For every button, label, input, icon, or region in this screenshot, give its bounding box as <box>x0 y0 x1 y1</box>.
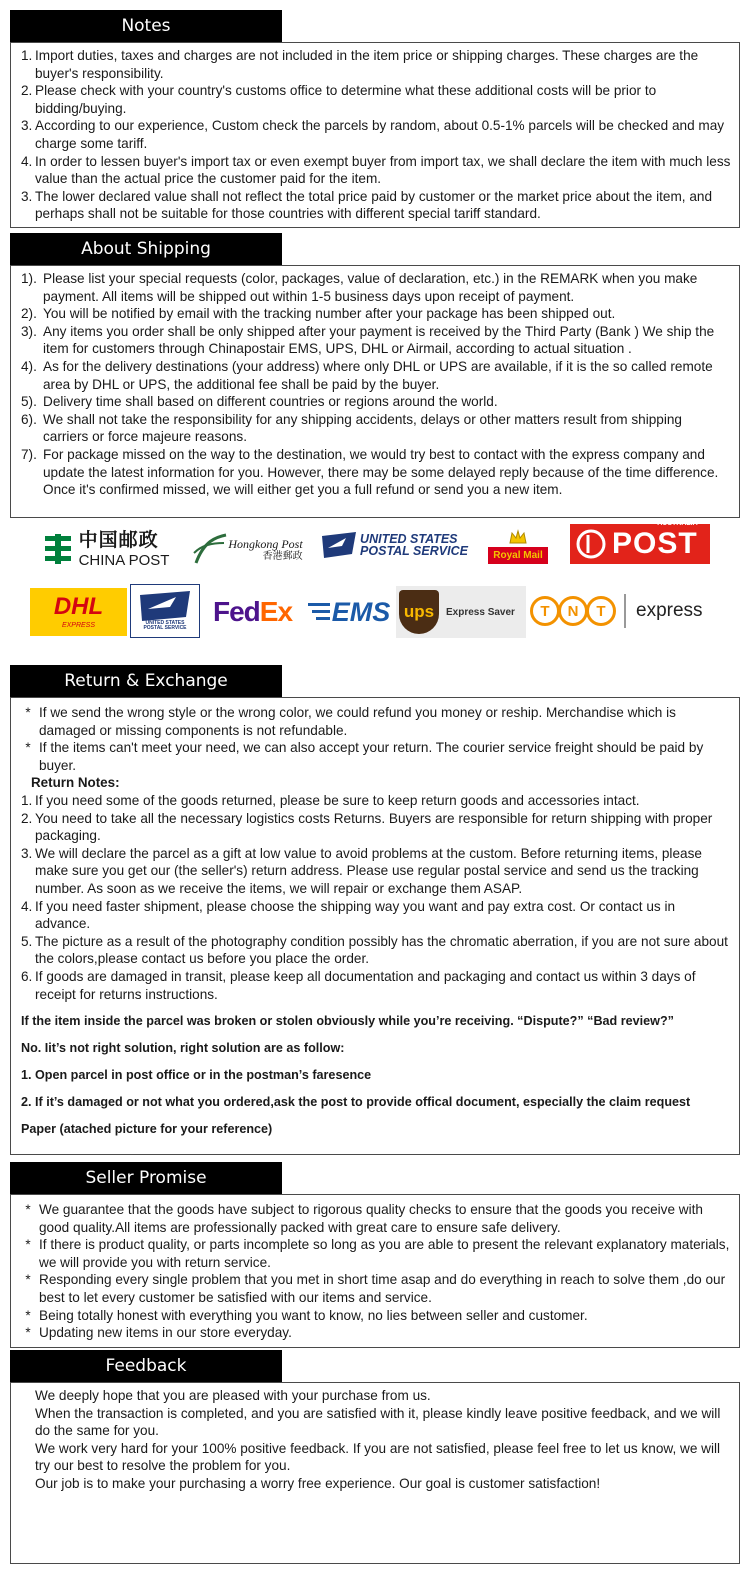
australia-post-p-icon <box>576 529 606 559</box>
returns-title: Return & Exchange <box>64 671 228 691</box>
shipping-header <box>10 233 282 265</box>
returns-note-text: The picture as a result of the photography condition possibly has the chromatic aberration, if you are not sure about the colors,please contact us before you place the order. <box>35 933 728 967</box>
notes-number: 1. <box>21 48 33 63</box>
promise-bullet <box>21 1271 731 1306</box>
returns-note-text: You need to take all the necessary logistics costs Returns. Buyers are responsible for return shipping with proper packaging. <box>35 810 713 844</box>
usps-small-eagle-icon <box>140 591 190 621</box>
promise-bullets <box>11 1195 739 1346</box>
returns-note-item <box>21 968 731 1003</box>
royal-mail-text: Royal Mail <box>488 547 547 564</box>
tnt-letter-circle: N <box>558 596 588 626</box>
tnt-letter-circle: T <box>586 596 616 626</box>
asterisk-icon: * <box>25 705 31 720</box>
shipping-number: 6). <box>21 411 37 427</box>
shipping-text: Delivery time shall based on different countries or regions around the world. <box>43 394 498 410</box>
promise-bullet-text: We guarantee that the goods have subject to rigorous quality checks to ensure that the goods you receive with good quality.All items are professionally packed with great care to ensure safe delivery. <box>39 1202 703 1235</box>
feedback-header <box>10 1350 282 1382</box>
feedback-line: Our job is to make your purchasing a worry free experience. Our goal is customer satisfaction! <box>35 1475 601 1491</box>
returns-note-number: 1. <box>21 792 33 808</box>
dhl-express-text: EXPRESS <box>61 622 96 629</box>
promise-bullet <box>21 1324 731 1342</box>
tnt-express-text: express <box>636 600 703 621</box>
ups-logo <box>396 586 526 638</box>
feedback-title: Feedback <box>105 1356 187 1376</box>
fedex-ex: Ex <box>259 596 293 627</box>
fedex-logo <box>205 592 300 632</box>
feedback-line: When the transaction is completed, and you are satisfied with it, please kindly leave positive feedback, and we will do the same for you. <box>35 1405 721 1439</box>
notes-text: Please check with your country's customs office to determine what these additional costs will be prior to bidding/buying. <box>35 83 657 116</box>
shipping-text: As for the delivery destinations (your address) where only DHL or UPS are available, if it is the so called remote area by DHL or UPS, the additional fee shall be paid by the buyer. <box>43 358 713 392</box>
shipping-number: 4). <box>21 358 37 374</box>
returns-note-text: We will declare the parcel as a gift at low value to avoid problems at the custom. Before returning items, please make sure you get our (the seller's) return address. Please use regular postal service and send us the tracking number. As soon as we receive the items, we will repair or exchange them ASAP. <box>35 845 702 896</box>
returns-note-text: If you need faster shipment, please choose the shipping way you want and pay extra cost. Or contact us in advance. <box>35 898 676 932</box>
notes-number: 3. <box>21 118 33 134</box>
shipping-item <box>21 305 731 323</box>
notes-item <box>21 117 731 152</box>
china-post-en: CHINA POST <box>78 551 170 569</box>
returns-note-item <box>21 898 731 933</box>
returns-note-text: If you need some of the goods returned, please be sure to keep return goods and accessories intact. <box>35 792 640 808</box>
returns-bullet-text: If we send the wrong style or the wrong color, we could refund you money or reship. Merchandise which is damaged or missing components is not refundable. <box>39 705 676 738</box>
shipping-text: We shall not take the responsibility for any shipping accidents, delays or other matters result from shipping carriers or force majeure reasons. <box>43 411 682 445</box>
returns-header <box>10 665 282 697</box>
shipping-text: Please list your special requests (color, packages, value of declaration, etc.) in the REMARK when you make payment. All items will be shipped out within 1-5 business days upon receipt of payment. <box>43 271 698 304</box>
shipping-section <box>10 265 740 518</box>
promise-header <box>10 1162 282 1194</box>
returns-note-number: 4. <box>21 898 33 914</box>
returns-note-item <box>21 810 731 845</box>
shipping-item <box>21 446 731 499</box>
promise-bullet <box>21 1307 731 1325</box>
china-post-emblem-icon <box>41 532 75 566</box>
notes-header <box>10 10 282 42</box>
returns-bullet <box>21 704 731 739</box>
promise-bullet <box>21 1236 731 1271</box>
notes-number: 3. <box>21 188 33 204</box>
shipping-text: You will be notified by email with the tracking number after your package has been shipped out. <box>43 306 616 322</box>
feedback-line: We work very hard for your 100% positive feedback. If you are not satisfied, please feel free to let us know, we will try our best to resolve the problem for you. <box>35 1440 721 1474</box>
promise-bullet-text: Responding every single problem that you met in short time asap and do everything in reach to solve them ,do our best to let every customer be satisfied with our items and service. <box>39 1272 726 1305</box>
usps-small-logo <box>130 584 200 638</box>
asterisk-icon: * <box>25 1237 31 1253</box>
returns-bullet-text: If the items can't meet your need, we can also accept your return. The courier service freight should be paid by buyer. <box>39 740 704 773</box>
notes-text: The lower declared value shall not reflect the total price paid by customer or the market price about the item, and perhaps shall not be suitable for those countries with different special tariff standard. <box>35 188 713 222</box>
tnt-badge <box>530 596 614 626</box>
shipping-item <box>21 270 731 305</box>
notes-list <box>11 43 739 227</box>
carrier-logos <box>10 520 740 658</box>
returns-bullets <box>21 704 731 774</box>
notes-item <box>21 153 731 188</box>
returns-bold-line: No. Iit’s not right solution, right solution are as follow: <box>21 1041 345 1056</box>
notes-item <box>21 188 731 223</box>
notes-number: 2. <box>21 83 33 99</box>
promise-title: Seller Promise <box>85 1168 207 1188</box>
notes-title: Notes <box>121 16 171 36</box>
china-post-cn: 中国邮政 <box>78 529 159 551</box>
usps-line1: UNITED STATES <box>360 531 458 546</box>
promise-section <box>10 1194 740 1348</box>
returns-note-number: 5. <box>21 933 33 949</box>
shipping-number: 2). <box>21 306 37 322</box>
usps-small-line1: UNITED STATES <box>145 619 185 626</box>
australia-post-logo <box>570 520 710 564</box>
usps-logo <box>315 528 475 562</box>
ups-text: ups <box>403 602 435 621</box>
china-post-logo <box>30 526 180 572</box>
shipping-number: 3). <box>21 323 37 339</box>
notes-item <box>21 82 731 117</box>
hongkong-post-cn: 香港郵政 <box>262 551 303 563</box>
australia-text: AUSTRALIA <box>657 520 698 527</box>
feedback-lines <box>11 1383 739 1497</box>
returns-bold-lines <box>21 1013 731 1138</box>
returns-list <box>21 792 731 1003</box>
promise-bullet-text: If there is product quality, or parts incomplete so long as you are able to present the relevant explanatory materials, we will provide you with return service. <box>39 1237 730 1270</box>
returns-bold-line: Paper (atached picture for your reference) <box>21 1122 273 1137</box>
asterisk-icon: * <box>25 1272 31 1288</box>
notes-text: In order to lessen buyer's import tax or even exempt buyer from import tax, we shall declare the item with much less value than the actual price the customer paid for the item. <box>35 153 731 187</box>
promise-bullet-text: Updating new items in our store everyday. <box>39 1325 292 1341</box>
promise-bullet-text: Being totally honest with everything you want to know, no lies between seller and customer. <box>39 1307 588 1323</box>
notes-item <box>21 47 731 82</box>
returns-bullet <box>21 739 731 774</box>
shipping-title: About Shipping <box>81 239 211 259</box>
notes-text: Import duties, taxes and charges are not included in the item price or shipping charges. These charges are the buyer's responsibility. <box>35 48 699 81</box>
returns-note-text: If goods are damaged in transit, please keep all documentation and packaging and contact us within 3 days of receipt for returns instructions. <box>35 968 696 1002</box>
shipping-number: 7). <box>21 446 37 462</box>
asterisk-icon: * <box>25 1307 31 1323</box>
notes-number: 4. <box>21 153 33 169</box>
dhl-text: DHL <box>53 593 104 620</box>
returns-bold-line: 1. Open parcel in post office or in the postman’s faresence <box>21 1068 372 1083</box>
shipping-text: Any items you order shall be only shipped after your payment is received by the Third Party (Bank ) We ship the item for customers through Chinapostair EMS, UPS, DHL or Airmail, according to actual situation . <box>43 323 715 357</box>
return-notes-heading: Return Notes: <box>31 775 120 791</box>
shipping-item <box>21 393 731 411</box>
shipping-item <box>21 358 731 393</box>
asterisk-icon: * <box>25 1325 31 1341</box>
tnt-logo <box>530 590 730 632</box>
tnt-letter-circle: T <box>530 596 560 626</box>
ups-shield-icon <box>399 590 439 634</box>
returns-section <box>10 697 740 1155</box>
shipping-number: 1). <box>21 271 37 286</box>
ems-speed-lines-icon <box>306 601 332 623</box>
returns-note-item <box>21 933 731 968</box>
feedback-line: We deeply hope that you are pleased with your purchase from us. <box>35 1388 431 1403</box>
shipping-text: For package missed on the way to the destination, we would try best to contact with the express company and update the latest information for you. However, there may be some delayed reply because of the time difference. Once it's confirmed missed, we will either get you a full refund or send you a new item. <box>43 446 719 498</box>
notes-text: According to our experience, Custom check the parcels by random, about 0.5-1% parcels will be checked and may charge some tariff. <box>35 118 725 151</box>
ems-text: EMS <box>331 596 391 627</box>
returns-note-number: 2. <box>21 810 33 826</box>
usps-small-line2: POSTAL SERVICE <box>143 625 187 631</box>
feedback-section <box>10 1382 740 1564</box>
returns-note-number: 3. <box>21 845 33 861</box>
dhl-logo <box>30 588 127 636</box>
shipping-number: 5). <box>21 394 37 410</box>
ems-logo <box>303 592 393 632</box>
crown-icon <box>508 529 528 545</box>
ups-saver-text: Express Saver <box>446 606 515 618</box>
fedex-fed: Fed <box>212 596 260 627</box>
aus-post-text: POST <box>612 527 698 560</box>
hongkong-post-swoosh-icon <box>192 531 228 569</box>
promise-bullet <box>21 1201 731 1236</box>
hongkong-post-logo <box>185 524 310 576</box>
asterisk-icon: * <box>25 1202 31 1217</box>
shipping-item <box>21 323 731 358</box>
royal-mail-logo <box>480 522 556 570</box>
returns-note-number: 6. <box>21 968 33 984</box>
shipping-item <box>21 411 731 446</box>
shipping-list <box>11 266 739 503</box>
returns-note-item <box>21 845 731 898</box>
usps-eagle-icon <box>322 532 356 558</box>
returns-bold-line: If the item inside the parcel was broken or stolen obviously while you’re receiving. “Dispute?” “Bad review?” <box>21 1014 674 1029</box>
returns-bold-line: 2. If it’s damaged or not what you ordered,ask the post to provide offical document, especially the claim request <box>21 1095 691 1110</box>
usps-line2: POSTAL SERVICE <box>360 544 468 558</box>
hongkong-post-en: Hongkong Post <box>228 536 303 551</box>
returns-note-item <box>21 792 731 810</box>
asterisk-icon: * <box>25 740 31 756</box>
notes-section <box>10 42 740 228</box>
